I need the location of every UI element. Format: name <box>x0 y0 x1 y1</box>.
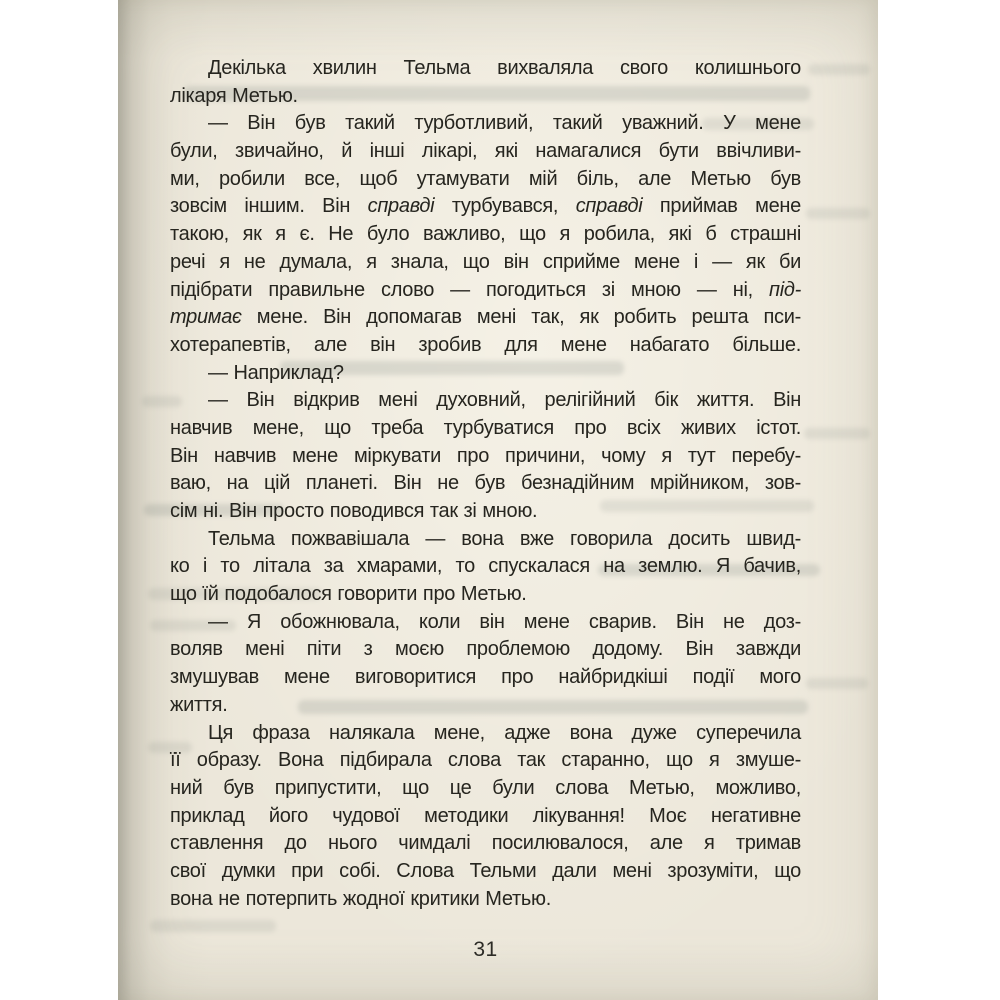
bleed-smudge <box>806 678 868 689</box>
text-line: сім ні. Він просто поводився так зі мною. <box>170 500 538 522</box>
body-text <box>170 55 801 913</box>
text-line: — Він був такий турботливий, такий уважний. У мене <box>208 112 801 135</box>
text-line: ми, робили все, щоб утамувати мій біль, але Метью був <box>170 167 801 190</box>
text-line: були, звичайно, й інші лікарі, які намагалися бути ввічливи- <box>170 140 801 163</box>
text-line: зовсім іншим. Він справді турбувався, справді приймав мене <box>170 195 801 218</box>
text-line: Він навчив мене міркувати про причини, чому я тут перебу- <box>170 444 801 467</box>
text-line: тримає мене. Він допомагав мені так, як робить решта пси- <box>170 306 801 329</box>
text-line: підібрати правильне слово — погодиться зі мною — ні, під- <box>170 278 801 301</box>
text-line: Ця фраза налякала мене, адже вона дуже суперечила <box>208 721 801 744</box>
book-page <box>118 0 878 1000</box>
text-line: її образу. Вона підбирала слова так старанно, що я змуше- <box>170 749 801 772</box>
text-line: життя. <box>170 693 228 716</box>
text-line: змушував мене виговоритися про найбридкіші події мого <box>170 666 801 689</box>
text-line: що їй подобалося говорити про Метью. <box>170 583 527 606</box>
text-line: приклад його чудової методики лікування! Моє негативне <box>170 804 801 827</box>
text-line: ко і то літала за хмарами, то спускалася на землю. Я бачив, <box>170 555 801 578</box>
text-line: — Він відкрив мені духовний, релігійний бік життя. Він <box>208 389 801 412</box>
text-line: Тельма пожвавішала — вона вже говорила досить швид- <box>208 527 801 550</box>
bleed-smudge <box>150 920 276 932</box>
text-line: лікаря Метью. <box>170 84 298 107</box>
text-line: вона не потерпить жодної критики Метью. <box>170 887 551 910</box>
text-line: свої думки при собі. Слова Тельми дали мені зрозуміти, що <box>170 859 801 882</box>
text-line: навчив мене, що треба турбуватися про всіх живих істот. <box>170 416 801 439</box>
bleed-smudge <box>804 428 870 439</box>
text-line: речі я не думала, я знала, що він сприйме мене і — як би <box>170 250 801 273</box>
bleed-smudge <box>808 64 870 75</box>
page-number: 31 <box>473 938 498 961</box>
text-line: ний був припустити, що це були слова Метью, можливо, <box>170 776 801 799</box>
text-line: такою, як я є. Не було важливо, що я робила, які б страшні <box>170 223 801 246</box>
text-line: — Я обожнювала, коли він мене сварив. Він не доз- <box>208 610 801 633</box>
text-line: Декілька хвилин Тельма вихваляла свого колишнього <box>208 57 801 79</box>
text-line: хотерапевтів, але він зробив для мене набагато більше. <box>170 333 801 356</box>
bleed-smudge <box>806 208 870 219</box>
text-line: ваю, на цій планеті. Він не був безнадійним мрійником, зов- <box>170 472 801 495</box>
text-line: воляв мені піти з моєю проблемою додому. Він завжди <box>170 638 801 661</box>
text-line: ставлення до нього чимдалі посилювалося, але я тримав <box>170 832 801 855</box>
text-line: — Наприклад? <box>208 361 344 384</box>
